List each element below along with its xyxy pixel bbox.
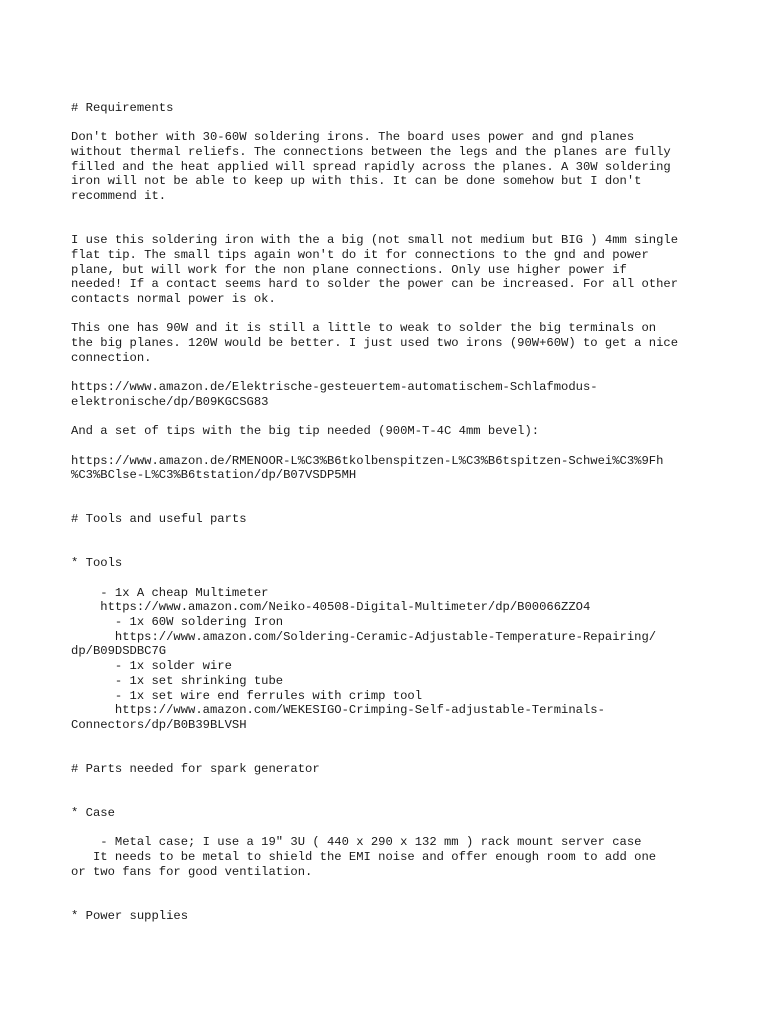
section-heading: # Requirements (71, 101, 174, 115)
text-line: contacts normal power is ok. (71, 291, 276, 306)
url-line: https://www.amazon.com/WEKESIGO-Crimping-Self-adjustable-Terminals- (71, 703, 605, 718)
blank-line (71, 498, 711, 513)
blank-line (71, 307, 711, 322)
blank-line (71, 365, 711, 380)
url-line: https://www.amazon.de/Elektrische-gesteuertem-automatischem-Schlafmodus- (71, 380, 598, 395)
list-item: - 1x A cheap Multimeter (71, 585, 269, 600)
blank-line (71, 439, 711, 454)
list-item: - 1x set shrinking tube (71, 673, 284, 688)
list-item: - 1x solder wire (71, 659, 232, 674)
blank-line (71, 542, 711, 557)
list-item: - 1x 60W soldering Iron (71, 615, 284, 630)
text-line: dp/B09DSDBC7G (71, 644, 167, 659)
blank-line (71, 116, 711, 131)
text-line: And a set of tips with the big tip needed (900M-T-4C 4mm bevel): (71, 424, 540, 439)
text-line: This one has 90W and it is still a little to weak to solder the big terminals on (71, 321, 657, 336)
blank-line (71, 791, 711, 806)
text-line: elektronische/dp/B09KGCSG83 (71, 394, 269, 409)
blank-line (71, 894, 711, 909)
text-line: without thermal reliefs. The connections between the legs and the planes are fully (71, 145, 671, 160)
blank-line (71, 409, 711, 424)
blank-line (71, 527, 711, 542)
url-line: https://www.amazon.com/Soldering-Ceramic-Adjustable-Temperature-Repairing/ (71, 629, 657, 644)
text-line: recommend it. (71, 189, 167, 204)
text-line: connection. (71, 350, 152, 365)
document-page (71, 101, 711, 924)
blank-line (71, 219, 711, 234)
text-line: or two fans for good ventilation. (71, 864, 313, 879)
section-heading: # Tools and useful parts (71, 512, 247, 527)
text-line: the big planes. 120W would be better. I just used two irons (90W+60W) to get a nice (71, 336, 679, 350)
text-line: Connectors/dp/B0B39BLVSH (71, 717, 247, 732)
text-line: %C3%BClse-L%C3%B6tstation/dp/B07VSDP5MH (71, 468, 357, 483)
text-line: needed! If a contact seems hard to solder the power can be increased. For all other (71, 277, 679, 292)
blank-line (71, 821, 711, 836)
blank-line (71, 777, 711, 792)
text-line: I use this soldering iron with the a big (not small not medium but BIG ) 4mm single (71, 233, 679, 248)
blank-line (71, 204, 711, 219)
section-heading: # Parts needed for spark generator (71, 761, 320, 776)
blank-line (71, 747, 711, 762)
url-line: https://www.amazon.de/RMENOOR-L%C3%B6tkolbenspitzen-L%C3%B6tspitzen-Schwei%C3%9Fh (71, 453, 664, 468)
text-line: flat tip. The small tips again won't do it for connections to the gnd and power (71, 247, 649, 262)
url-line: https://www.amazon.com/Neiko-40508-Digital-Multimeter/dp/B00066ZZO4 (71, 600, 591, 615)
text-line: filled and the heat applied will spread rapidly across the planes. A 30W soldering (71, 159, 671, 174)
blank-line (71, 571, 711, 586)
text-line: It needs to be metal to shield the EMI noise and offer enough room to add one (71, 850, 657, 865)
text-line: iron will not be able to keep up with this. It can be done somehow but I don't (71, 174, 642, 189)
list-item: - Metal case; I use a 19" 3U ( 440 x 290 x 132 mm ) rack mount server case (71, 835, 642, 850)
blank-line (71, 879, 711, 894)
subsection-heading: * Case (71, 806, 115, 820)
blank-line (71, 733, 711, 748)
subsection-heading: * Power supplies (71, 908, 189, 923)
blank-line (71, 483, 711, 498)
list-item: - 1x set wire end ferrules with crimp tool (71, 688, 423, 703)
text-line: Don't bother with 30-60W soldering irons. The board uses power and gnd planes (71, 130, 635, 145)
subsection-heading: * Tools (71, 556, 123, 571)
text-line: plane, but will work for the non plane connections. Only use higher power if (71, 262, 627, 277)
